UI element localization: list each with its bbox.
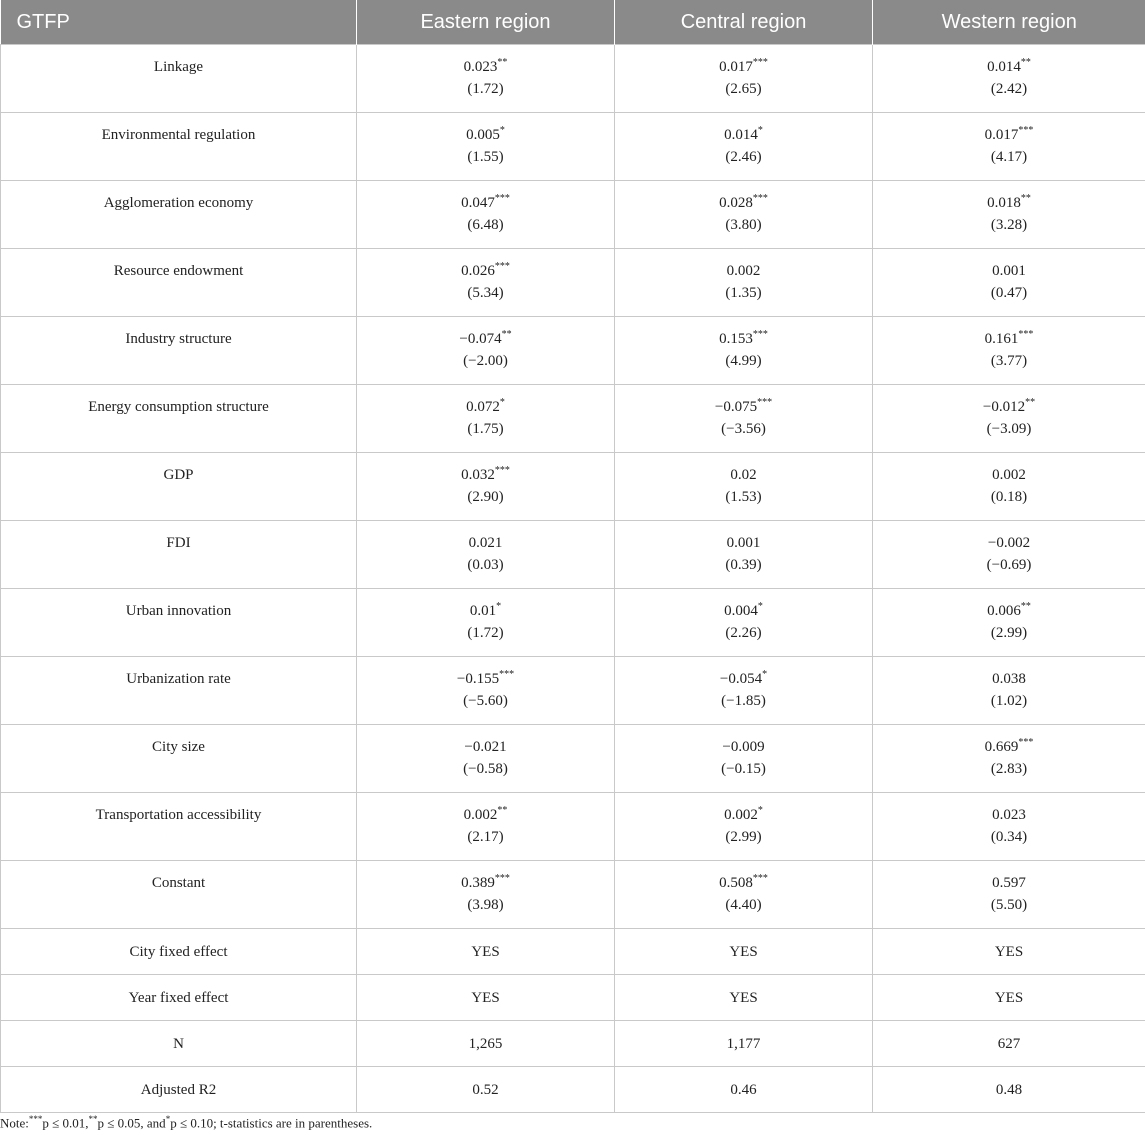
coef-value: −0.054 <box>719 671 763 687</box>
coefficient-cell <box>615 725 873 793</box>
coef-line <box>873 260 1145 282</box>
significance-stars: *** <box>494 261 510 272</box>
table-row <box>1 453 1145 521</box>
coef-value: −0.012 <box>982 399 1026 415</box>
coef-line <box>873 600 1145 622</box>
coefficient-cell <box>873 793 1145 861</box>
significance-stars: ** <box>1020 193 1031 204</box>
coefficient-cell <box>873 725 1145 793</box>
coef-line <box>873 804 1145 826</box>
t-statistic: (1.72) <box>467 625 504 641</box>
coef-value: 0.508 <box>719 875 753 891</box>
summary-value: 627 <box>873 1021 1145 1067</box>
summary-row <box>1 1021 1145 1067</box>
row-label: Urban innovation <box>1 589 357 657</box>
coef-value: −0.009 <box>722 739 765 755</box>
t-statistic: (0.18) <box>990 489 1028 505</box>
note-p2: p ≤ 0.05, and <box>97 1115 166 1131</box>
coef-line <box>615 804 872 826</box>
row-label: Adjusted R2 <box>1 1067 357 1113</box>
note-p1: p ≤ 0.10; t-statistics are in parentheses. <box>170 1115 373 1131</box>
coefficient-cell <box>357 249 615 317</box>
coefficient-cell <box>357 861 615 929</box>
coef-value: 0.002 <box>463 807 498 823</box>
t-statistic: (1.02) <box>990 693 1028 709</box>
summary-value: 1,265 <box>357 1021 615 1067</box>
coefficient-cell <box>615 385 873 453</box>
coef-value: 0.006 <box>987 603 1021 619</box>
coef-value: 0.669 <box>984 739 1019 755</box>
t-statistic: (2.26) <box>725 625 762 641</box>
t-statistic: (2.99) <box>990 625 1028 641</box>
significance-stars: *** <box>1018 125 1034 136</box>
coefficient-cell <box>615 249 873 317</box>
coef-line <box>615 668 872 690</box>
significance-stars: *** <box>494 193 510 204</box>
coefficient-cell <box>615 589 873 657</box>
table-row <box>1 589 1145 657</box>
significance-stars: * <box>757 805 763 816</box>
t-statistic: (6.48) <box>467 217 504 233</box>
row-label: Linkage <box>1 45 357 113</box>
significance-stars: * <box>499 397 505 408</box>
significance-stars: *** <box>1018 329 1034 340</box>
header-row <box>1 0 1145 45</box>
table-row <box>1 521 1145 589</box>
summary-value: YES <box>615 929 873 975</box>
t-statistic: (1.53) <box>725 489 762 505</box>
row-label: Energy consumption structure <box>1 385 357 453</box>
row-label: Resource endowment <box>1 249 357 317</box>
coef-line <box>615 260 872 282</box>
row-label: Environmental regulation <box>1 113 357 181</box>
coef-line <box>615 464 872 486</box>
coef-line <box>357 56 614 78</box>
header-gtfp: GTFP <box>1 0 357 45</box>
coefficient-cell <box>615 45 873 113</box>
note-stars-1: * <box>165 1114 171 1124</box>
table-row <box>1 657 1145 725</box>
t-statistic: (2.17) <box>467 829 504 845</box>
coef-line <box>873 532 1145 554</box>
significance-stars: ** <box>1025 397 1036 408</box>
summary-value: YES <box>873 975 1145 1021</box>
coefficient-cell <box>873 861 1145 929</box>
significance-stars: * <box>499 125 505 136</box>
summary-row <box>1 929 1145 975</box>
coefficient-cell <box>357 589 615 657</box>
coef-value: 0.017 <box>984 127 1019 143</box>
header-central-region: Central region <box>615 0 873 45</box>
coef-value: −0.075 <box>714 399 758 415</box>
coefficient-cell <box>615 317 873 385</box>
t-statistic: (−0.58) <box>463 761 508 777</box>
coef-line <box>615 872 872 894</box>
coef-value: 0.001 <box>992 263 1026 279</box>
significance-stars: *** <box>752 193 768 204</box>
summary-value: YES <box>873 929 1145 975</box>
coef-line <box>615 396 872 418</box>
coef-line <box>357 872 614 894</box>
t-statistic: (3.98) <box>467 897 504 913</box>
t-statistic: (−0.15) <box>721 761 766 777</box>
t-statistic: (−3.56) <box>721 421 766 437</box>
table-row <box>1 385 1145 453</box>
t-statistic: (−2.00) <box>463 353 508 369</box>
coef-value: −0.074 <box>459 331 502 347</box>
coef-line <box>873 464 1145 486</box>
significance-stars: *** <box>752 329 768 340</box>
coef-value: 0.023 <box>992 807 1026 823</box>
coefficient-cell <box>873 453 1145 521</box>
coef-line <box>357 668 614 690</box>
coef-line <box>873 668 1145 690</box>
summary-row <box>1 975 1145 1021</box>
note-stars-3: *** <box>28 1114 43 1124</box>
coef-value: −0.021 <box>464 739 507 755</box>
coefficient-cell <box>615 181 873 249</box>
coef-value: 0.389 <box>461 875 495 891</box>
row-label: Urbanization rate <box>1 657 357 725</box>
significance-stars: ** <box>1020 601 1031 612</box>
coef-value: 0.028 <box>719 195 753 211</box>
summary-value: 0.52 <box>357 1067 615 1113</box>
coefficient-cell <box>357 45 615 113</box>
row-label: City fixed effect <box>1 929 357 975</box>
coef-value: −0.002 <box>987 535 1031 551</box>
coef-line <box>357 600 614 622</box>
coef-line <box>615 600 872 622</box>
coef-line <box>357 532 614 554</box>
coefficient-cell <box>873 589 1145 657</box>
significance-stars: *** <box>1018 737 1034 748</box>
significance-stars: *** <box>752 873 768 884</box>
header-western-region: Western region <box>873 0 1145 45</box>
coef-value: 0.004 <box>724 603 758 619</box>
coef-line <box>873 328 1145 350</box>
coef-value: 0.018 <box>987 195 1021 211</box>
coef-line <box>357 124 614 146</box>
coef-line <box>873 192 1145 214</box>
coef-line <box>357 804 614 826</box>
coef-value: 0.002 <box>726 263 761 279</box>
coefficient-cell <box>357 181 615 249</box>
coef-value: 0.014 <box>987 59 1021 75</box>
t-statistic: (2.99) <box>725 829 762 845</box>
t-statistic: (2.42) <box>990 81 1028 97</box>
coef-line <box>357 260 614 282</box>
coefficient-cell <box>357 725 615 793</box>
coef-line <box>873 56 1145 78</box>
table-row <box>1 793 1145 861</box>
note-prefix: Note: <box>0 1115 29 1131</box>
coef-line <box>873 736 1145 758</box>
significance-stars: * <box>757 125 763 136</box>
coef-line <box>357 736 614 758</box>
coef-line <box>615 124 872 146</box>
coefficient-cell <box>615 657 873 725</box>
t-statistic: (2.90) <box>467 489 504 505</box>
coefficient-cell <box>873 249 1145 317</box>
summary-value: YES <box>357 929 615 975</box>
coefficient-cell <box>357 657 615 725</box>
t-statistic: (−5.60) <box>463 693 508 709</box>
coefficient-cell <box>873 521 1145 589</box>
coef-value: 0.021 <box>468 535 503 551</box>
t-statistic: (1.72) <box>467 81 504 97</box>
coefficient-cell <box>615 113 873 181</box>
row-label: GDP <box>1 453 357 521</box>
summary-value: 0.46 <box>615 1067 873 1113</box>
table-note <box>0 1114 372 1131</box>
significance-stars: ** <box>497 57 508 68</box>
row-label: City size <box>1 725 357 793</box>
t-statistic: (1.55) <box>467 149 504 165</box>
coef-line <box>873 872 1145 894</box>
coefficient-cell <box>357 113 615 181</box>
coef-value: 0.597 <box>992 875 1026 891</box>
t-statistic: (5.34) <box>467 285 504 301</box>
coef-value: 0.153 <box>719 331 753 347</box>
coefficient-cell <box>615 861 873 929</box>
coef-value: 0.002 <box>724 807 758 823</box>
coefficient-cell <box>873 317 1145 385</box>
coef-line <box>615 56 872 78</box>
t-statistic: (3.77) <box>990 353 1028 369</box>
significance-stars: * <box>762 669 768 680</box>
coefficient-cell <box>357 793 615 861</box>
coef-line <box>873 124 1145 146</box>
summary-value: YES <box>357 975 615 1021</box>
table-row <box>1 249 1145 317</box>
coef-line <box>357 464 614 486</box>
coefficient-cell <box>873 113 1145 181</box>
coef-value: 0.001 <box>726 535 761 551</box>
t-statistic: (−1.85) <box>721 693 766 709</box>
row-label: Constant <box>1 861 357 929</box>
table-row <box>1 181 1145 249</box>
significance-stars: *** <box>494 873 510 884</box>
coef-value: 0.014 <box>724 127 758 143</box>
coef-line <box>615 532 872 554</box>
row-label: FDI <box>1 521 357 589</box>
row-label: Year fixed effect <box>1 975 357 1021</box>
header-eastern-region: Eastern region <box>357 0 615 45</box>
row-label: Industry structure <box>1 317 357 385</box>
significance-stars: *** <box>757 397 773 408</box>
t-statistic: (2.83) <box>990 761 1028 777</box>
coef-value: 0.005 <box>466 127 500 143</box>
coef-line <box>873 396 1145 418</box>
coefficient-cell <box>357 385 615 453</box>
table-row <box>1 113 1145 181</box>
note-stars-2: ** <box>88 1114 98 1124</box>
coef-line <box>357 396 614 418</box>
coefficient-cell <box>873 657 1145 725</box>
coef-line <box>615 192 872 214</box>
coef-line <box>615 736 872 758</box>
row-label: Agglomeration economy <box>1 181 357 249</box>
significance-stars: * <box>496 601 502 612</box>
t-statistic: (4.99) <box>725 353 762 369</box>
coefficient-cell <box>873 385 1145 453</box>
coef-value: 0.002 <box>992 467 1026 483</box>
summary-value: 0.48 <box>873 1067 1145 1113</box>
summary-value: 1,177 <box>615 1021 873 1067</box>
coefficient-cell <box>873 45 1145 113</box>
t-statistic: (0.39) <box>725 557 762 573</box>
row-label: N <box>1 1021 357 1067</box>
t-statistic: (0.03) <box>467 557 504 573</box>
significance-stars: *** <box>494 465 510 476</box>
coef-line <box>357 192 614 214</box>
coef-line <box>615 328 872 350</box>
coef-value: 0.032 <box>461 467 495 483</box>
note-p3: p ≤ 0.01, <box>42 1115 89 1131</box>
significance-stars: ** <box>1020 57 1031 68</box>
significance-stars: *** <box>752 57 768 68</box>
table-row <box>1 725 1145 793</box>
summary-row <box>1 1067 1145 1113</box>
significance-stars: ** <box>501 329 512 340</box>
coef-value: 0.023 <box>463 59 498 75</box>
coefficient-cell <box>615 793 873 861</box>
coef-value: 0.017 <box>719 59 753 75</box>
coef-value: 0.02 <box>730 467 757 483</box>
coef-value: 0.026 <box>461 263 495 279</box>
significance-stars: * <box>757 601 763 612</box>
coefficient-cell <box>615 453 873 521</box>
t-statistic: (1.35) <box>725 285 762 301</box>
t-statistic: (3.28) <box>990 217 1028 233</box>
coef-value: 0.072 <box>466 399 500 415</box>
coef-value: −0.155 <box>456 671 500 687</box>
t-statistic: (2.46) <box>725 149 762 165</box>
t-statistic: (5.50) <box>990 897 1028 913</box>
coef-value: 0.01 <box>469 603 497 619</box>
coefficient-cell <box>357 317 615 385</box>
t-statistic: (1.75) <box>467 421 504 437</box>
t-statistic: (3.80) <box>725 217 762 233</box>
t-statistic: (−0.69) <box>986 557 1032 573</box>
coefficient-cell <box>357 521 615 589</box>
coefficient-cell <box>873 181 1145 249</box>
table-body <box>1 45 1145 1113</box>
significance-stars: *** <box>499 669 515 680</box>
t-statistic: (0.47) <box>990 285 1028 301</box>
coef-value: 0.038 <box>992 671 1026 687</box>
coefficient-cell <box>357 453 615 521</box>
t-statistic: (4.17) <box>990 149 1028 165</box>
table-row <box>1 861 1145 929</box>
t-statistic: (2.65) <box>725 81 762 97</box>
summary-value: YES <box>615 975 873 1021</box>
coef-value: 0.047 <box>461 195 495 211</box>
coefficient-cell <box>615 521 873 589</box>
significance-stars: ** <box>497 805 508 816</box>
table-row <box>1 45 1145 113</box>
t-statistic: (4.40) <box>725 897 762 913</box>
row-label: Transportation accessibility <box>1 793 357 861</box>
table-row <box>1 317 1145 385</box>
coef-line <box>357 328 614 350</box>
t-statistic: (−3.09) <box>986 421 1032 437</box>
coef-value: 0.161 <box>984 331 1019 347</box>
t-statistic: (0.34) <box>990 829 1028 845</box>
